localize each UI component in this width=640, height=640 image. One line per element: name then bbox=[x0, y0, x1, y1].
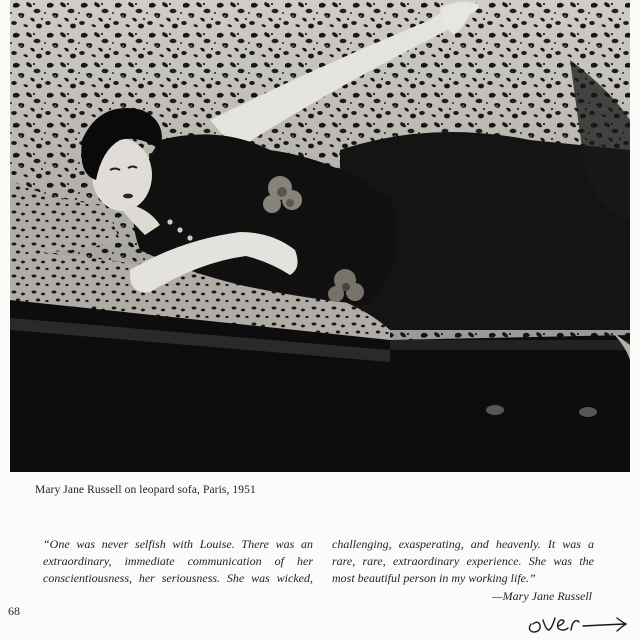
quote-line: most beautiful person in my working life.” bbox=[332, 571, 536, 585]
photograph bbox=[10, 0, 630, 472]
quote-line: “One was never selfish with Louise. There was an bbox=[43, 537, 313, 551]
quote-line: extraordinary, immediate communication of her bbox=[43, 554, 313, 568]
quote-line: challenging, exasperating, and heavenly. It was a bbox=[332, 537, 594, 551]
quote-line: conscientiousness, her seriousness. She was wicked, bbox=[43, 571, 313, 585]
quote-column-left bbox=[43, 536, 313, 587]
quote-attribution: —Mary Jane Russell bbox=[492, 589, 592, 603]
quote-line: rare, rare, extraordinary experience. She was the bbox=[332, 554, 594, 568]
handwritten-over-arrow bbox=[525, 608, 635, 636]
quote-column-right bbox=[332, 536, 594, 587]
photo-caption: Mary Jane Russell on leopard sofa, Paris, 1951 bbox=[35, 484, 256, 496]
page-number: 68 bbox=[8, 604, 20, 618]
